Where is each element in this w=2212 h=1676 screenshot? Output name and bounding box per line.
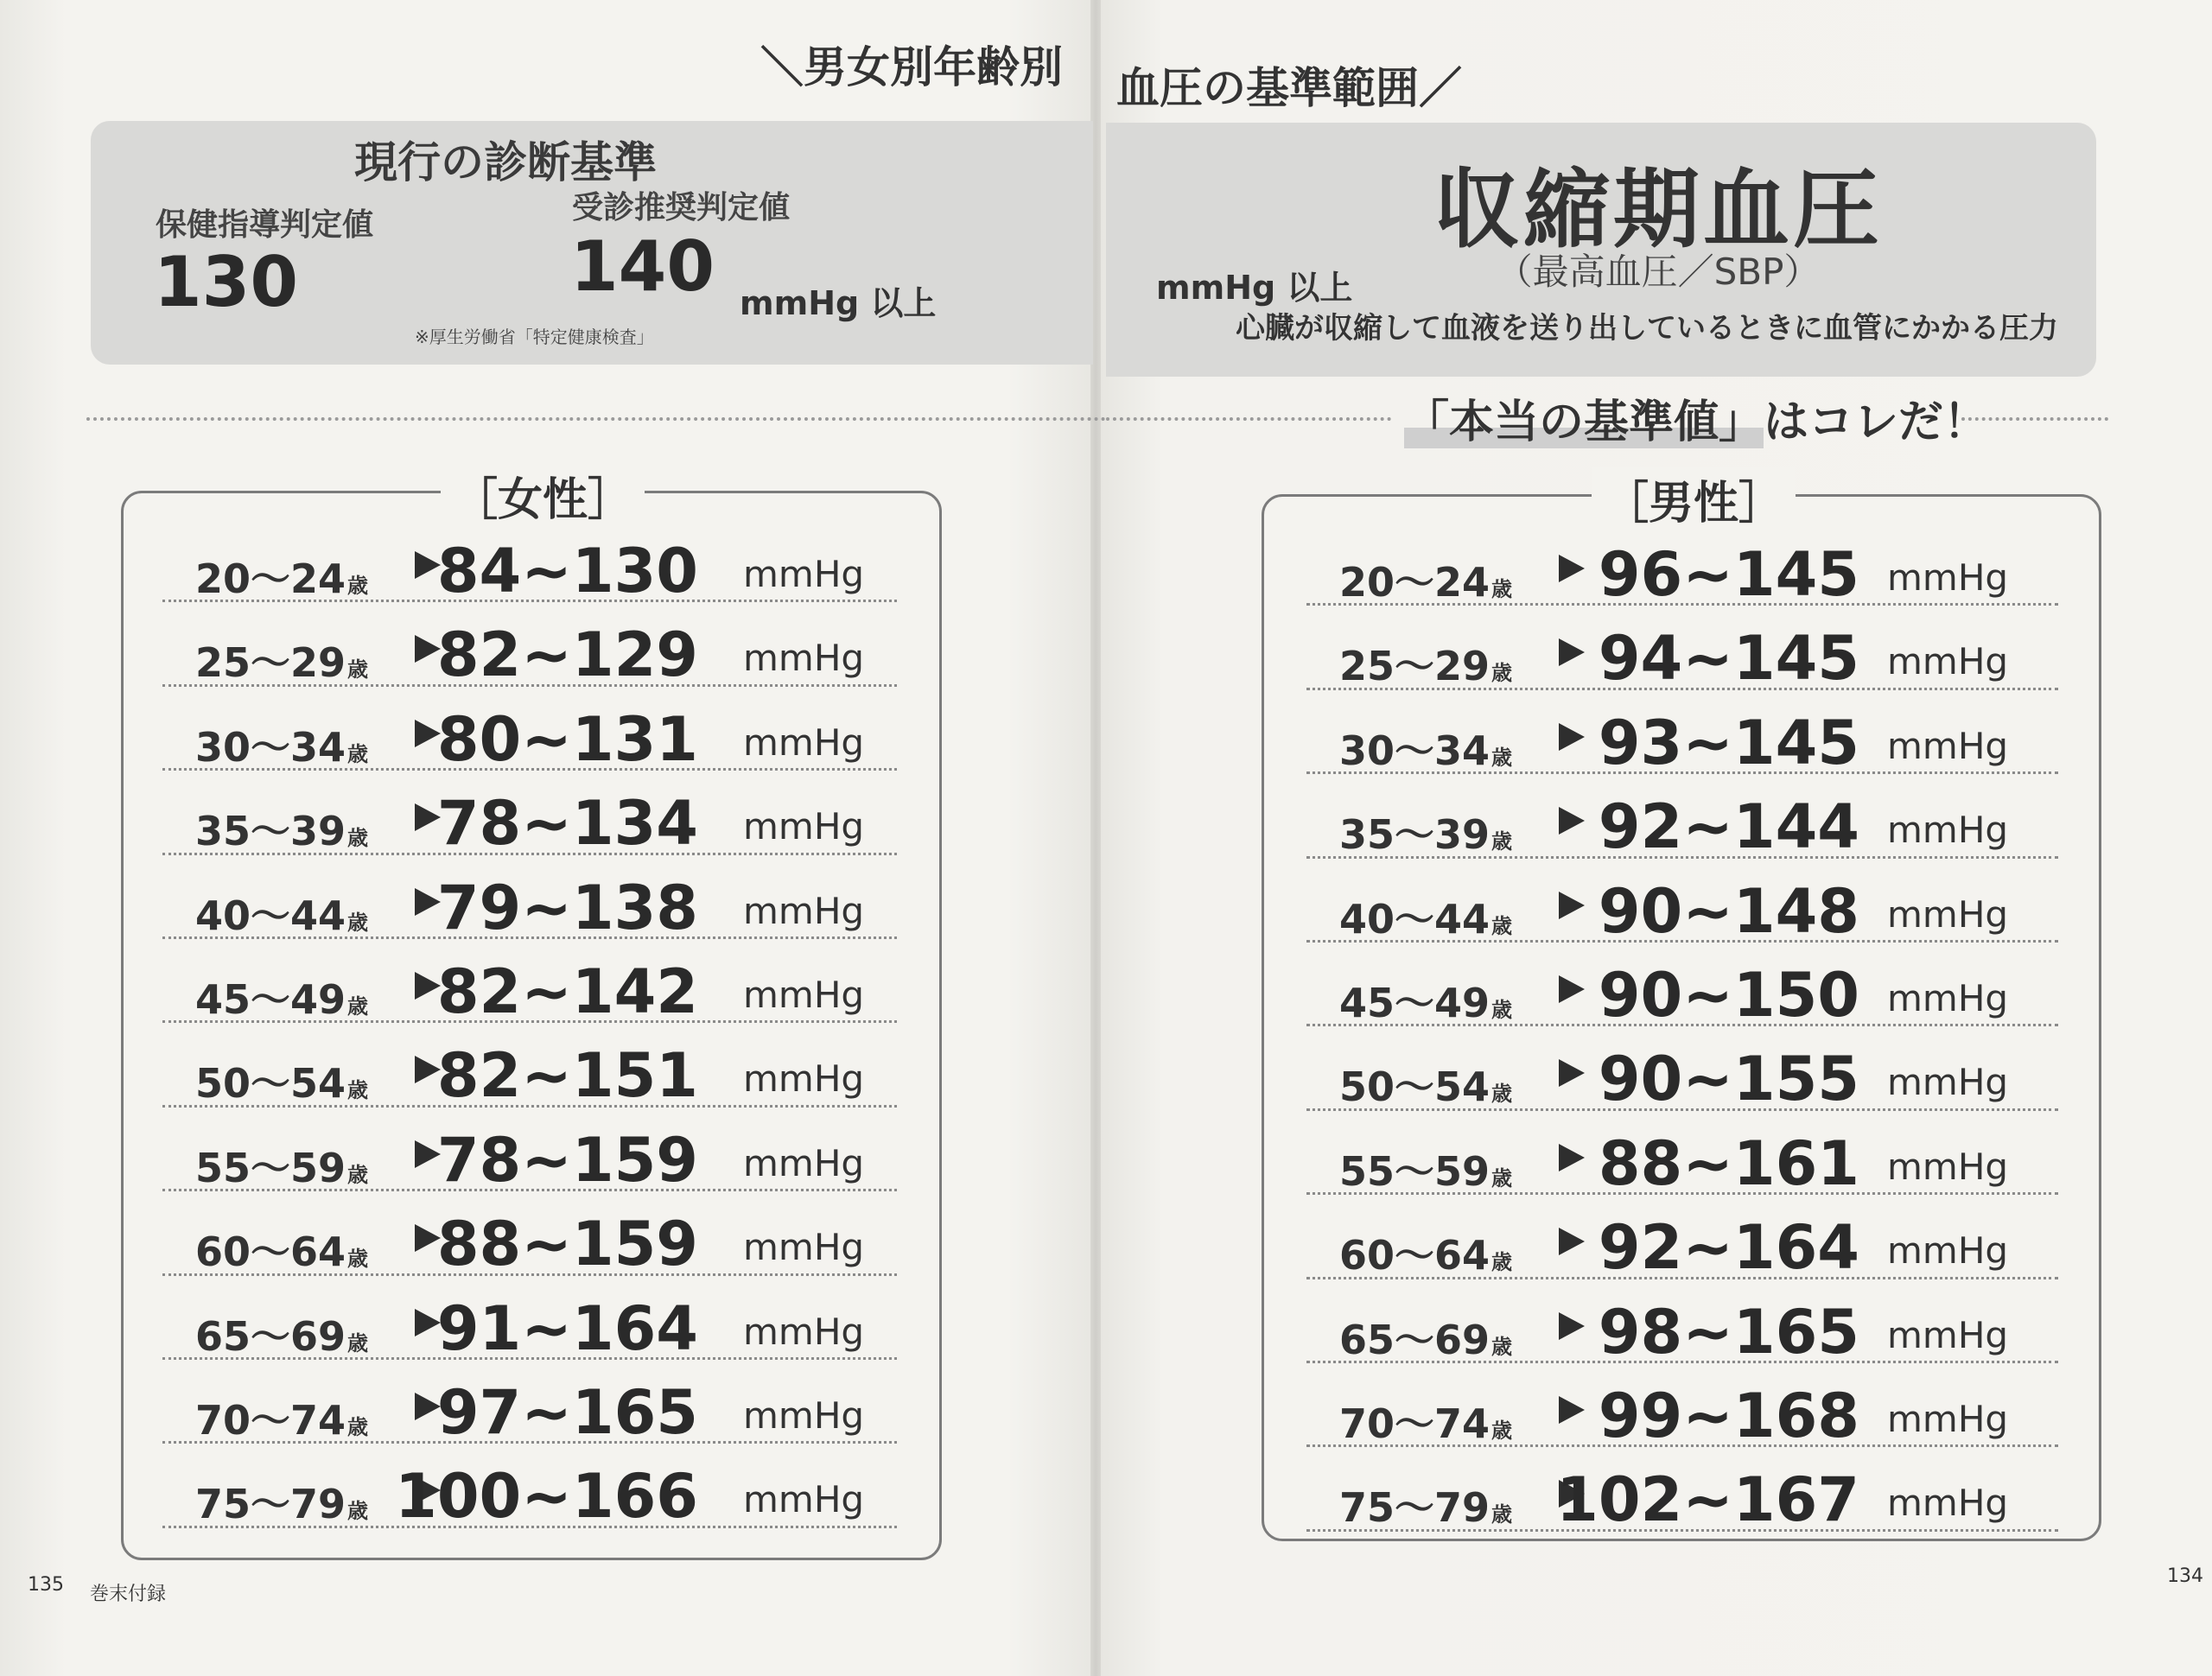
unit-label: mmHg (1887, 892, 2009, 936)
table-row (162, 771, 897, 860)
bp-range: 92~164 (1598, 1212, 1859, 1284)
age-value: 55～59 (195, 1144, 346, 1191)
unit-label: mmHg (1887, 1145, 2009, 1188)
age-value: 40～44 (195, 892, 346, 939)
unit-label: mmHg (743, 721, 865, 764)
true-standard-highlight: 「本当の基準値」 (1404, 397, 1764, 448)
triangle-arrow-icon (1559, 1396, 1585, 1424)
age-range (195, 1137, 368, 1194)
criteria-unit: mmHg 以上 (740, 284, 937, 322)
table-row (162, 855, 897, 943)
unit-label: mmHg (743, 637, 865, 680)
table-row (1306, 522, 2058, 610)
table-row (1306, 690, 2058, 778)
age-suffix: 歳 (347, 1330, 369, 1355)
unit-label: mmHg (743, 553, 865, 595)
bp-range: 80~131 (436, 703, 698, 775)
unit-label: mmHg (1887, 724, 2009, 767)
age-range (195, 1052, 368, 1109)
age-value: 50～54 (1339, 1063, 1491, 1111)
bp-range: 90~155 (1598, 1044, 1859, 1115)
age-value: 30～34 (195, 723, 346, 771)
unit-label: mmHg (1887, 1229, 2009, 1273)
triangle-arrow-icon (1559, 1144, 1585, 1171)
unit-label: mmHg (1887, 976, 2009, 1019)
age-range (195, 1473, 368, 1530)
age-range (195, 1221, 368, 1278)
age-suffix: 歳 (347, 657, 369, 682)
unit-label: mmHg (1887, 1397, 2009, 1440)
unit-label: mmHg (743, 1141, 865, 1184)
male-label: ［男性］ (1592, 467, 1796, 531)
table-row (162, 1360, 897, 1448)
table-row (162, 1444, 897, 1533)
criteria-unit: mmHg 以上 (1156, 269, 1353, 307)
unit-label: mmHg (1887, 556, 2009, 599)
true-standard-heading (1404, 385, 1988, 450)
age-range (195, 1389, 368, 1446)
table-row (162, 1276, 897, 1364)
age-suffix: 歳 (1491, 829, 1513, 854)
age-suffix: 歳 (347, 1414, 369, 1439)
criteria-number: 140 (570, 226, 715, 307)
table-row (1306, 943, 2058, 1031)
criteria-value-consult (570, 226, 1353, 307)
age-range (195, 800, 368, 857)
age-suffix: 歳 (1491, 1334, 1513, 1359)
triangle-arrow-icon (1559, 1228, 1585, 1255)
age-range (1339, 635, 1512, 692)
bp-range: 91~164 (436, 1292, 698, 1364)
unit-label: mmHg (743, 805, 865, 848)
headline-left: ＼男女別年齢別 (760, 42, 1063, 92)
triangle-arrow-icon (1559, 1312, 1585, 1340)
bp-range: 82~151 (436, 1040, 698, 1112)
unit-label: mmHg (1887, 1482, 2009, 1525)
triangle-arrow-icon (1559, 807, 1585, 835)
dotted-divider (86, 417, 1106, 421)
criteria-label-guidance: 保健指導判定値 (156, 207, 374, 243)
age-range (1339, 888, 1512, 945)
unit-label: mmHg (743, 1393, 865, 1437)
age-value: 70～74 (1339, 1400, 1491, 1447)
unit-label: mmHg (743, 889, 865, 932)
male-rows (1306, 522, 2058, 1536)
age-range (195, 1305, 368, 1362)
age-suffix: 歳 (1491, 913, 1513, 938)
age-range (195, 885, 368, 942)
headline-right: 血圧の基準範囲／ (1116, 63, 1462, 113)
age-value: 60～64 (1339, 1232, 1491, 1279)
age-value: 65～69 (1339, 1316, 1491, 1363)
unit-label: mmHg (1887, 1061, 2009, 1104)
age-suffix: 歳 (1491, 577, 1513, 601)
table-row (1306, 1279, 2058, 1368)
age-suffix: 歳 (347, 1499, 369, 1524)
unit-label: mmHg (743, 1310, 865, 1353)
footer-section-title: 巻末付録 (90, 1584, 167, 1605)
bp-range: 88~161 (1598, 1127, 1859, 1199)
bp-range: 82~142 (436, 955, 698, 1027)
bp-range: 78~134 (436, 788, 698, 860)
age-value: 55～59 (1339, 1147, 1491, 1195)
unit-label: mmHg (1887, 1313, 2009, 1356)
table-row (1306, 1195, 2058, 1284)
female-label: ［女性］ (441, 463, 645, 528)
unit-label: mmHg (1887, 640, 2009, 683)
age-range (1339, 1140, 1512, 1197)
age-suffix: 歳 (347, 574, 369, 598)
female-rows (162, 518, 897, 1533)
unit-label: mmHg (743, 1057, 865, 1101)
bp-range: 96~145 (1598, 539, 1859, 610)
unit-label: mmHg (1887, 809, 2009, 852)
source-note: ※厚生労働省「特定健康検査」 (415, 327, 654, 347)
age-suffix: 歳 (1491, 1165, 1513, 1190)
triangle-arrow-icon (1559, 555, 1585, 582)
table-row (1306, 859, 2058, 947)
bp-range: 90~150 (1598, 959, 1859, 1031)
age-range (1339, 1056, 1512, 1113)
age-value: 75～79 (1339, 1484, 1491, 1532)
age-range (195, 968, 368, 1025)
age-suffix: 歳 (347, 826, 369, 851)
unit-label: mmHg (743, 1226, 865, 1269)
table-row (162, 1023, 897, 1112)
age-suffix: 歳 (347, 741, 369, 766)
age-suffix: 歳 (347, 994, 369, 1019)
age-value: 45～49 (1339, 979, 1491, 1026)
age-suffix: 歳 (347, 910, 369, 935)
age-value: 65～69 (195, 1312, 346, 1360)
triangle-arrow-icon (1559, 723, 1585, 751)
table-row (162, 939, 897, 1027)
bp-range: 90~148 (1598, 875, 1859, 947)
table-row (162, 602, 897, 691)
bp-range: 92~144 (1598, 791, 1859, 863)
age-suffix: 歳 (347, 1078, 369, 1103)
bp-range: 100~166 (395, 1461, 698, 1533)
age-value: 75～79 (195, 1481, 346, 1528)
age-suffix: 歳 (1491, 1250, 1513, 1275)
bp-range: 102~167 (1556, 1464, 1859, 1536)
age-suffix: 歳 (1491, 1082, 1513, 1107)
table-row (1306, 1363, 2058, 1451)
bp-range: 78~159 (436, 1124, 698, 1196)
triangle-arrow-icon (1559, 975, 1585, 1003)
bp-range: 82~129 (436, 619, 698, 691)
page-number-right: 134 (2167, 1565, 2203, 1587)
table-row (1306, 1447, 2058, 1536)
table-row (1306, 606, 2058, 695)
age-range (1339, 551, 1512, 608)
age-range (1339, 803, 1512, 860)
age-value: 20～24 (195, 555, 346, 602)
age-suffix: 歳 (347, 1162, 369, 1187)
age-suffix: 歳 (1491, 745, 1513, 770)
bp-range: 97~165 (436, 1376, 698, 1448)
age-suffix: 歳 (1491, 1418, 1513, 1443)
table-row (162, 1191, 897, 1280)
bp-range: 98~165 (1598, 1296, 1859, 1368)
sbp-subtitle: （最高血圧／SBP） (1496, 251, 1821, 293)
true-standard-rest: はコレだ！ (1764, 397, 1989, 448)
criteria-number: 130 (154, 242, 298, 322)
sbp-description: 心臓が収縮して血液を送り出しているときに血管にかかる圧力 (1236, 311, 2058, 346)
triangle-arrow-icon (1559, 638, 1585, 666)
age-suffix: 歳 (1491, 1502, 1513, 1527)
age-suffix: 歳 (347, 1247, 369, 1272)
dotted-divider (1106, 417, 1391, 421)
triangle-arrow-icon (1559, 892, 1585, 919)
age-value: 45～49 (195, 975, 346, 1023)
age-range (1339, 720, 1512, 777)
age-range (1339, 1309, 1512, 1366)
age-value: 30～34 (1339, 727, 1491, 774)
table-row (162, 1108, 897, 1196)
table-row (1306, 774, 2058, 863)
age-value: 25～29 (195, 639, 346, 687)
age-range (1339, 1224, 1512, 1281)
age-suffix: 歳 (1491, 997, 1513, 1022)
age-value: 60～64 (195, 1228, 346, 1276)
age-suffix: 歳 (1491, 661, 1513, 686)
table-row (162, 518, 897, 606)
age-value: 20～24 (1339, 559, 1491, 606)
bp-range: 94~145 (1598, 623, 1859, 695)
table-row (1306, 1111, 2058, 1199)
age-value: 40～44 (1339, 895, 1491, 943)
age-range (1339, 1393, 1512, 1450)
unit-label: mmHg (743, 973, 865, 1016)
age-range (195, 548, 368, 605)
age-value: 25～29 (1339, 643, 1491, 690)
criteria-label-consult: 受診推奨判定値 (572, 190, 791, 225)
age-value: 70～74 (195, 1396, 346, 1444)
age-range (195, 716, 368, 773)
bp-range: 79~138 (436, 872, 698, 943)
table-row (1306, 1026, 2058, 1115)
age-value: 50～54 (195, 1060, 346, 1108)
table-row (162, 687, 897, 775)
age-range (1339, 972, 1512, 1029)
unit-label: mmHg (743, 1478, 865, 1521)
age-range (1339, 1476, 1512, 1533)
age-range (195, 632, 368, 689)
page-number-left: 135 (28, 1574, 64, 1596)
bp-range: 84~130 (436, 536, 698, 606)
criteria-title: 現行の診断基準 (354, 137, 657, 187)
bp-range: 99~168 (1598, 1380, 1859, 1451)
bp-range: 93~145 (1598, 707, 1859, 778)
triangle-arrow-icon (1559, 1059, 1585, 1087)
sbp-title: 収縮期血圧 (1433, 159, 1883, 260)
age-value: 35～39 (195, 808, 346, 855)
age-value: 35～39 (1339, 811, 1491, 859)
bp-range: 88~159 (436, 1209, 698, 1280)
